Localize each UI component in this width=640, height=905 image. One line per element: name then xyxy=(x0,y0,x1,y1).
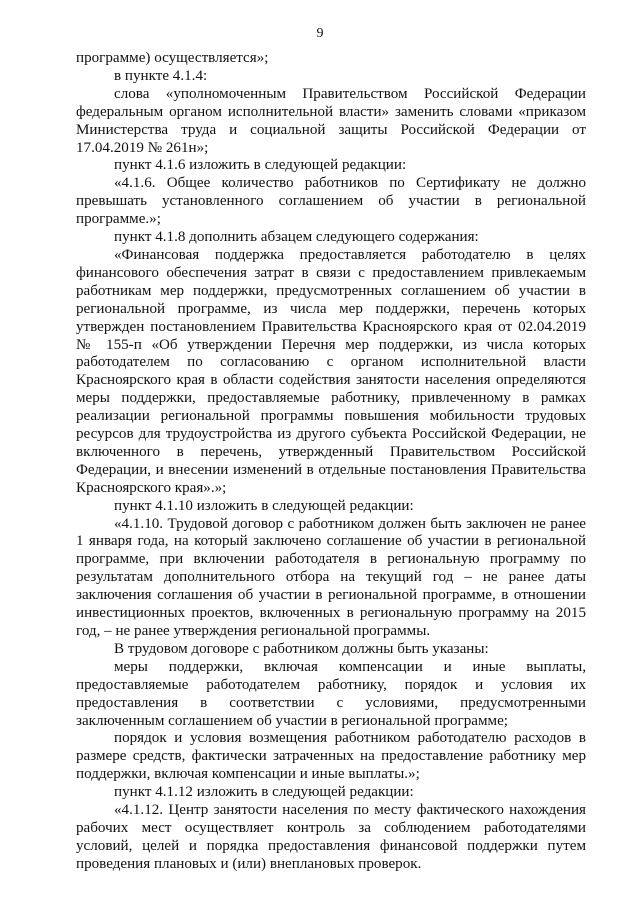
paragraph-point-4-1-6-intro: пункт 4.1.6 изложить в следующей редакции: xyxy=(114,157,407,174)
document-body xyxy=(76,50,586,874)
paragraph-reimbursement: порядок и условия возмещения работником работодателю расходов в размере средств, фактически затраченных на предоставление работнику мер поддержки, включая компенсации и иные выплаты.»; xyxy=(76,730,586,783)
paragraph-support-measures: меры поддержки, включая компенсации и иные выплаты, предоставляемые работодателем работнику, порядок и условия их предоставления в соответствии с условиями, предусмотренными заключенным соглашением об участии в региональной программе; xyxy=(76,658,586,729)
paragraph-point-4-1-4-intro: в пункте 4.1.4: xyxy=(114,67,208,84)
paragraph-contract-requirements: В трудовом договоре с работником должны быть указаны: xyxy=(114,640,489,657)
paragraph-point-4-1-10-intro: пункт 4.1.10 изложить в следующей редакции: xyxy=(114,497,414,514)
page-number: 9 xyxy=(316,26,324,41)
paragraph-point-4-1-10-text: «4.1.10. Трудовой договор с работником должен быть заключен не ранее 1 января года, на который заключено соглашение об участии в региональной программе, при включении работодателя в региональную программу по результатам дополнительного отбора на текущий год – не ранее даты заключения соглашения об участии в региональной программе, в отношении инвестиционных проектов, включенных в региональную программу на 2015 год, – не ранее утверждения региональной программы. xyxy=(76,515,586,639)
paragraph-point-4-1-4-words: слова «уполномоченным Правительством Российской Федерации федеральным органом исполнительной власти» заменить словами «приказом Министерства труда и социальной защиты Российской Федерации от 17.04.2019 № 261н»; xyxy=(76,85,586,156)
paragraph-point-4-1-12-text: «4.1.12. Центр занятости населения по месту фактического нахождения рабочих мест осуществляет контроль за соблюдением работодателями условий, целей и порядка предоставления финансовой поддержки путем проведения плановых и (или) внеплановых проверок. xyxy=(76,802,586,872)
paragraph-point-4-1-8-text: «Финансовая поддержка предоставляется работодателю в целях финансового обеспечения затрат в связи с предоставлением привлекаемым работникам мер поддержки, предусмотренных соглашением об участии в региональной программе, из числа мер поддержки, перечень которых утвержден постановлением Правительства Красноярского края от 02.04.2019 № 155-п «Об утверждении Перечня мер поддержки, из числа которых работодателем по согласованию с органом исполнительной власти Красноярского края в области содействия занятости населения определяются меры поддержки, предоставляемые работнику, привлеченному в рамках реализации региональной программы повышения мобильности трудовых ресурсов для трудоустройства из другого субъекта Российской Федерации, не включенного в перечень, утвержденный Правительством Российской Федерации, и внесении изменений в отдельные постановления Правительства Красноярского края».»; xyxy=(76,246,586,496)
paragraph-continuation: программе) осуществляется»; xyxy=(76,50,269,66)
paragraph-point-4-1-12-intro: пункт 4.1.12 изложить в следующей редакции: xyxy=(114,784,414,801)
paragraph-point-4-1-6-text: «4.1.6. Общее количество работников по Сертификату не должно превышать установленного соглашением об участии в региональной программе.»; xyxy=(76,175,586,228)
paragraph-point-4-1-8-intro: пункт 4.1.8 дополнить абзацем следующего содержания: xyxy=(114,229,479,246)
